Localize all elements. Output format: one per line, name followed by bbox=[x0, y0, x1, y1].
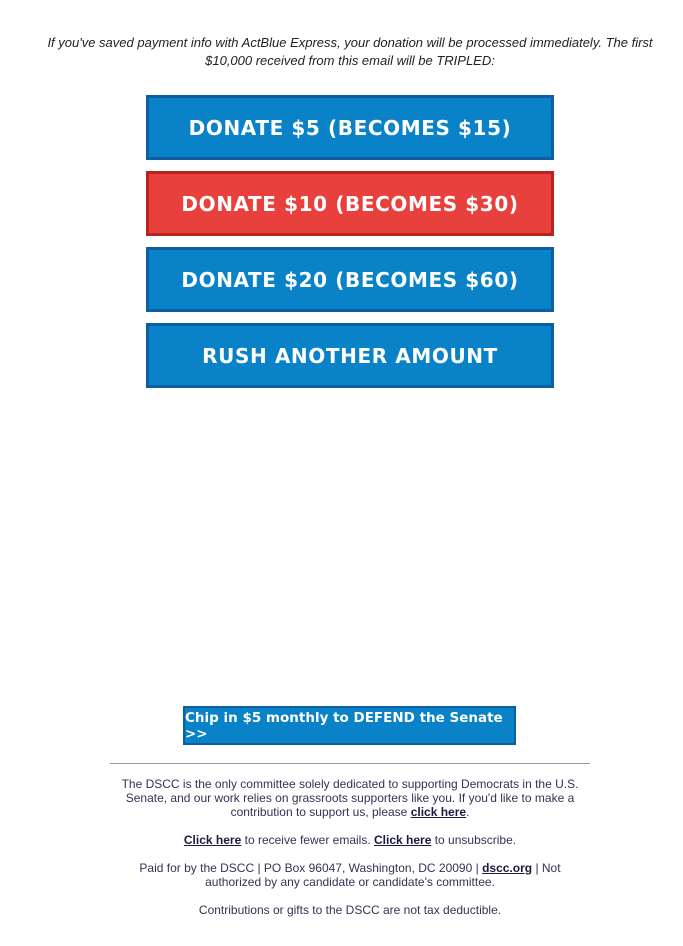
paid-for-text: Paid for by the DSCC | PO Box 96047, Washington, DC 20090 | bbox=[139, 861, 479, 875]
donate-5-button[interactable]: DONATE $5 (BECOMES $15) bbox=[146, 95, 554, 160]
unsubscribe-text: to unsubscribe. bbox=[434, 833, 517, 847]
footer-email-prefs bbox=[115, 833, 585, 847]
unsubscribe-link[interactable]: Click here bbox=[374, 833, 432, 847]
fewer-emails-text: to receive fewer emails. bbox=[244, 833, 371, 847]
monthly-donation-button[interactable]: Chip in $5 monthly to DEFEND the Senate >> bbox=[183, 706, 516, 745]
footer-about bbox=[115, 777, 585, 819]
footer-about-text: The DSCC is the only committee solely dedicated to supporting Democrats in the U.S. Senate, and our work relies on grassroots supporters like you. If you'd like to make a contribution to support us, please bbox=[121, 777, 579, 819]
footer-about-end: . bbox=[466, 805, 470, 819]
donate-20-button[interactable]: DONATE $20 (BECOMES $60) bbox=[146, 247, 554, 312]
fewer-emails-link[interactable]: Click here bbox=[183, 833, 242, 847]
footer-paid-for bbox=[115, 861, 585, 889]
contribute-link[interactable]: click here bbox=[410, 805, 467, 819]
footer-tax-note: Contributions or gifts to the DSCC are not tax deductible. bbox=[198, 903, 502, 917]
paid-for-end: | Not authorized by any candidate or candidate's committee. bbox=[205, 861, 561, 889]
footer-divider bbox=[110, 763, 590, 764]
intro-text: If you've saved payment info with ActBlue Express, your donation will be processed immediately. The first $10,000 received from this email will be TRIPLED: bbox=[47, 35, 653, 68]
dscc-site-link[interactable]: dscc.org bbox=[482, 861, 533, 875]
rush-another-amount-button[interactable]: RUSH ANOTHER AMOUNT bbox=[146, 323, 554, 388]
donate-10-button[interactable]: DONATE $10 (BECOMES $30) bbox=[146, 171, 554, 236]
